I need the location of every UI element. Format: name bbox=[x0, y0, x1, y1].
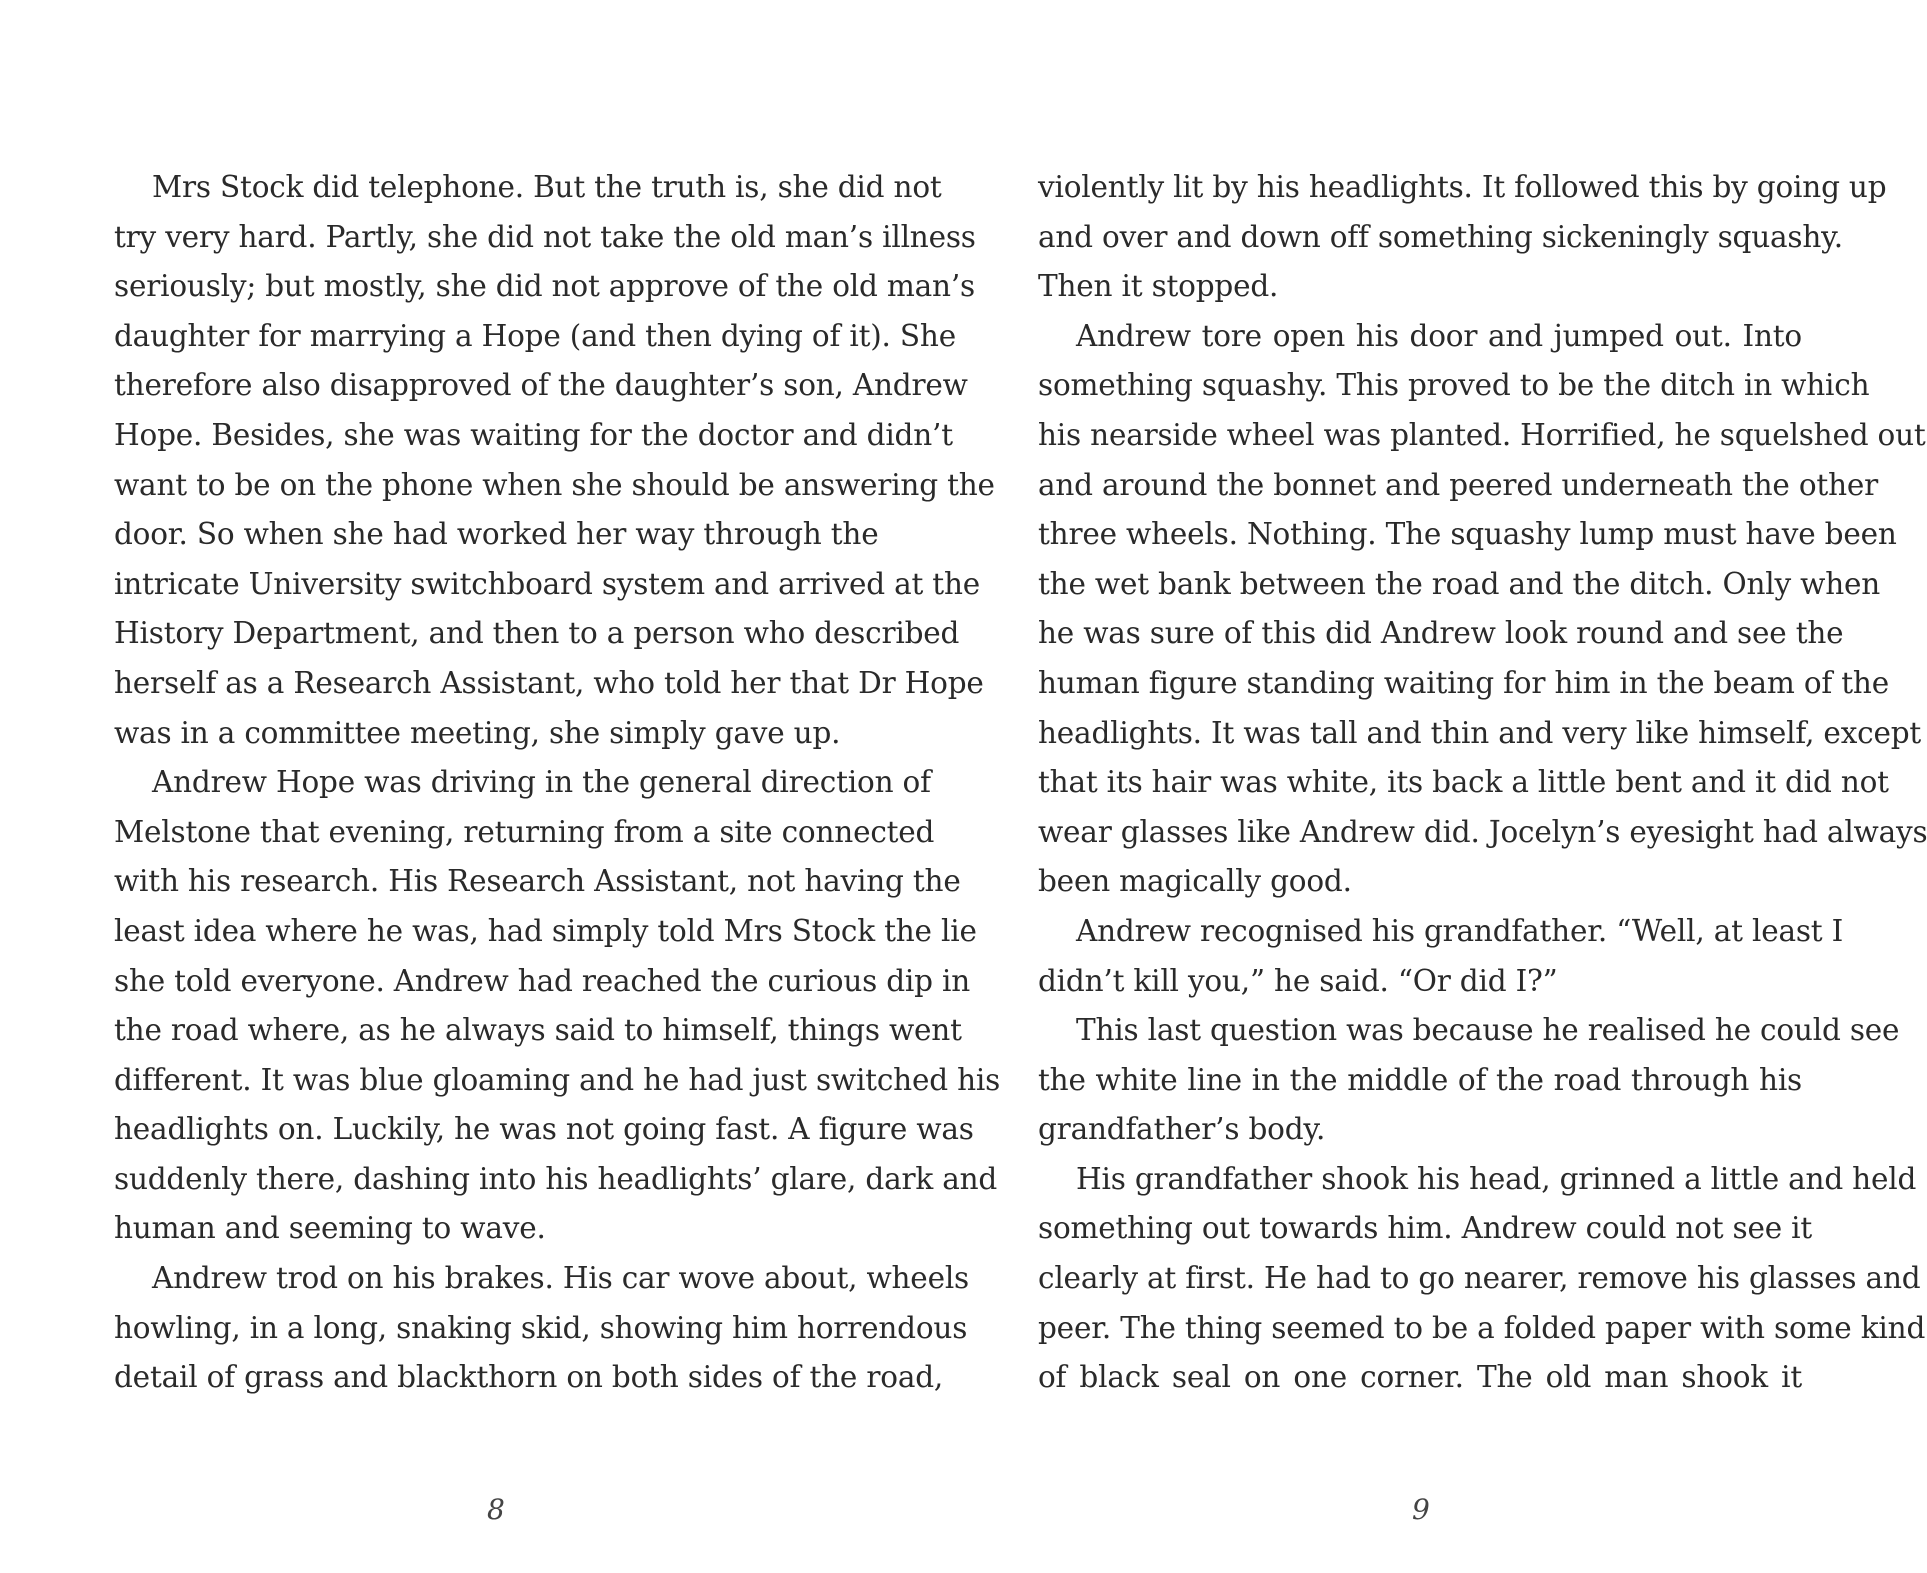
text-line: seriously; but mostly, she did not approve of the old man’s bbox=[114, 269, 975, 304]
text-line: his nearside wheel was planted. Horrified, he squelshed out bbox=[1038, 417, 1926, 452]
right-page bbox=[956, 0, 1927, 1573]
text-line: headlights on. Luckily, he was not going fast. A figure was bbox=[114, 1112, 974, 1147]
text-line: try very hard. Partly, she did not take the old man’s illness bbox=[114, 219, 976, 254]
text-line: Andrew recognised his grandfather. “Well, at least I bbox=[1076, 913, 1844, 948]
text-line: Andrew tore open his door and jumped out. Into bbox=[1076, 318, 1802, 353]
text-line: grandfather’s body. bbox=[1038, 1112, 1326, 1147]
text-line: least idea where he was, had simply told Mrs Stock the lie bbox=[114, 913, 977, 948]
text-line: the road where, as he always said to himself, things went bbox=[114, 1013, 962, 1048]
text-line: Hope. Besides, she was waiting for the doctor and didn’t bbox=[114, 417, 953, 452]
text-line: she told everyone. Andrew had reached the curious dip in bbox=[114, 963, 971, 998]
text-line: human and seeming to wave. bbox=[114, 1211, 546, 1246]
text-line: something squashy. This proved to be the ditch in which bbox=[1038, 368, 1870, 403]
text-line: herself as a Research Assistant, who told her that Dr Hope bbox=[114, 665, 984, 700]
text-line: with his research. His Research Assistant, not having the bbox=[114, 864, 961, 899]
right-page-body-text bbox=[1038, 163, 1927, 1403]
text-line: didn’t kill you,” he said. “Or did I?” bbox=[1038, 963, 1558, 998]
text-line: was in a committee meeting, she simply gave up. bbox=[114, 715, 841, 750]
text-line: and over and down off something sickeningly squashy. bbox=[1038, 219, 1843, 254]
text-line: howling, in a long, snaking skid, showing him horrendous bbox=[114, 1310, 968, 1345]
left-page-number: 8 bbox=[487, 1493, 505, 1526]
text-line: been magically good. bbox=[1038, 864, 1352, 899]
text-line: different. It was blue gloaming and he had just switched his bbox=[114, 1062, 1001, 1097]
text-line: something out towards him. Andrew could not see it bbox=[1038, 1211, 1813, 1246]
text-line: Melstone that evening, returning from a site connected bbox=[114, 814, 935, 849]
text-line: of black seal on one corner. The old man shook it bbox=[1038, 1360, 1802, 1395]
text-line: Mrs Stock did telephone. But the truth is, she did not bbox=[152, 170, 942, 204]
text-line: three wheels. Nothing. The squashy lump must have been bbox=[1038, 517, 1897, 552]
text-line: he was sure of this did Andrew look round and see the bbox=[1038, 616, 1844, 651]
right-page-number: 9 bbox=[1412, 1493, 1430, 1526]
text-line: Andrew Hope was driving in the general direction of bbox=[152, 765, 931, 800]
text-line: daughter for marrying a Hope (and then dying of it). She bbox=[114, 318, 956, 353]
text-line: History Department, and then to a person who described bbox=[114, 616, 960, 651]
text-line: Then it stopped. bbox=[1038, 269, 1279, 304]
text-line: and around the bonnet and peered underneath the other bbox=[1038, 467, 1879, 502]
text-line: Andrew trod on his brakes. His car wove about, wheels bbox=[152, 1261, 969, 1296]
text-line: want to be on the phone when she should be answering the bbox=[114, 467, 995, 502]
left-page-body-text bbox=[114, 163, 1001, 1403]
text-line: door. So when she had worked her way through the bbox=[114, 517, 879, 552]
text-line: suddenly there, dashing into his headlights’ glare, dark and bbox=[114, 1161, 998, 1196]
text-line: detail of grass and blackthorn on both sides of the road, bbox=[114, 1360, 944, 1395]
text-line: intricate University switchboard system and arrived at the bbox=[114, 566, 981, 601]
text-line: that its hair was white, its back a little bent and it did not bbox=[1038, 765, 1889, 800]
text-line: human figure standing waiting for him in the beam of the bbox=[1038, 665, 1889, 700]
text-line: clearly at first. He had to go nearer, remove his glasses and bbox=[1038, 1261, 1921, 1296]
text-line: therefore also disapproved of the daughter’s son, Andrew bbox=[114, 368, 968, 403]
text-line: peer. The thing seemed to be a folded paper with some kind bbox=[1038, 1310, 1926, 1345]
text-line: This last question was because he realised he could see bbox=[1076, 1013, 1900, 1048]
text-line: wear glasses like Andrew did. Jocelyn’s eyesight had always bbox=[1038, 814, 1927, 849]
text-line: headlights. It was tall and thin and very like himself, except bbox=[1038, 715, 1922, 750]
text-line: the white line in the middle of the road through his bbox=[1038, 1062, 1802, 1097]
text-line: the wet bank between the road and the ditch. Only when bbox=[1038, 566, 1881, 601]
text-line: violently lit by his headlights. It followed this by going up bbox=[1038, 170, 1887, 204]
text-line: His grandfather shook his head, grinned a little and held bbox=[1076, 1161, 1917, 1196]
